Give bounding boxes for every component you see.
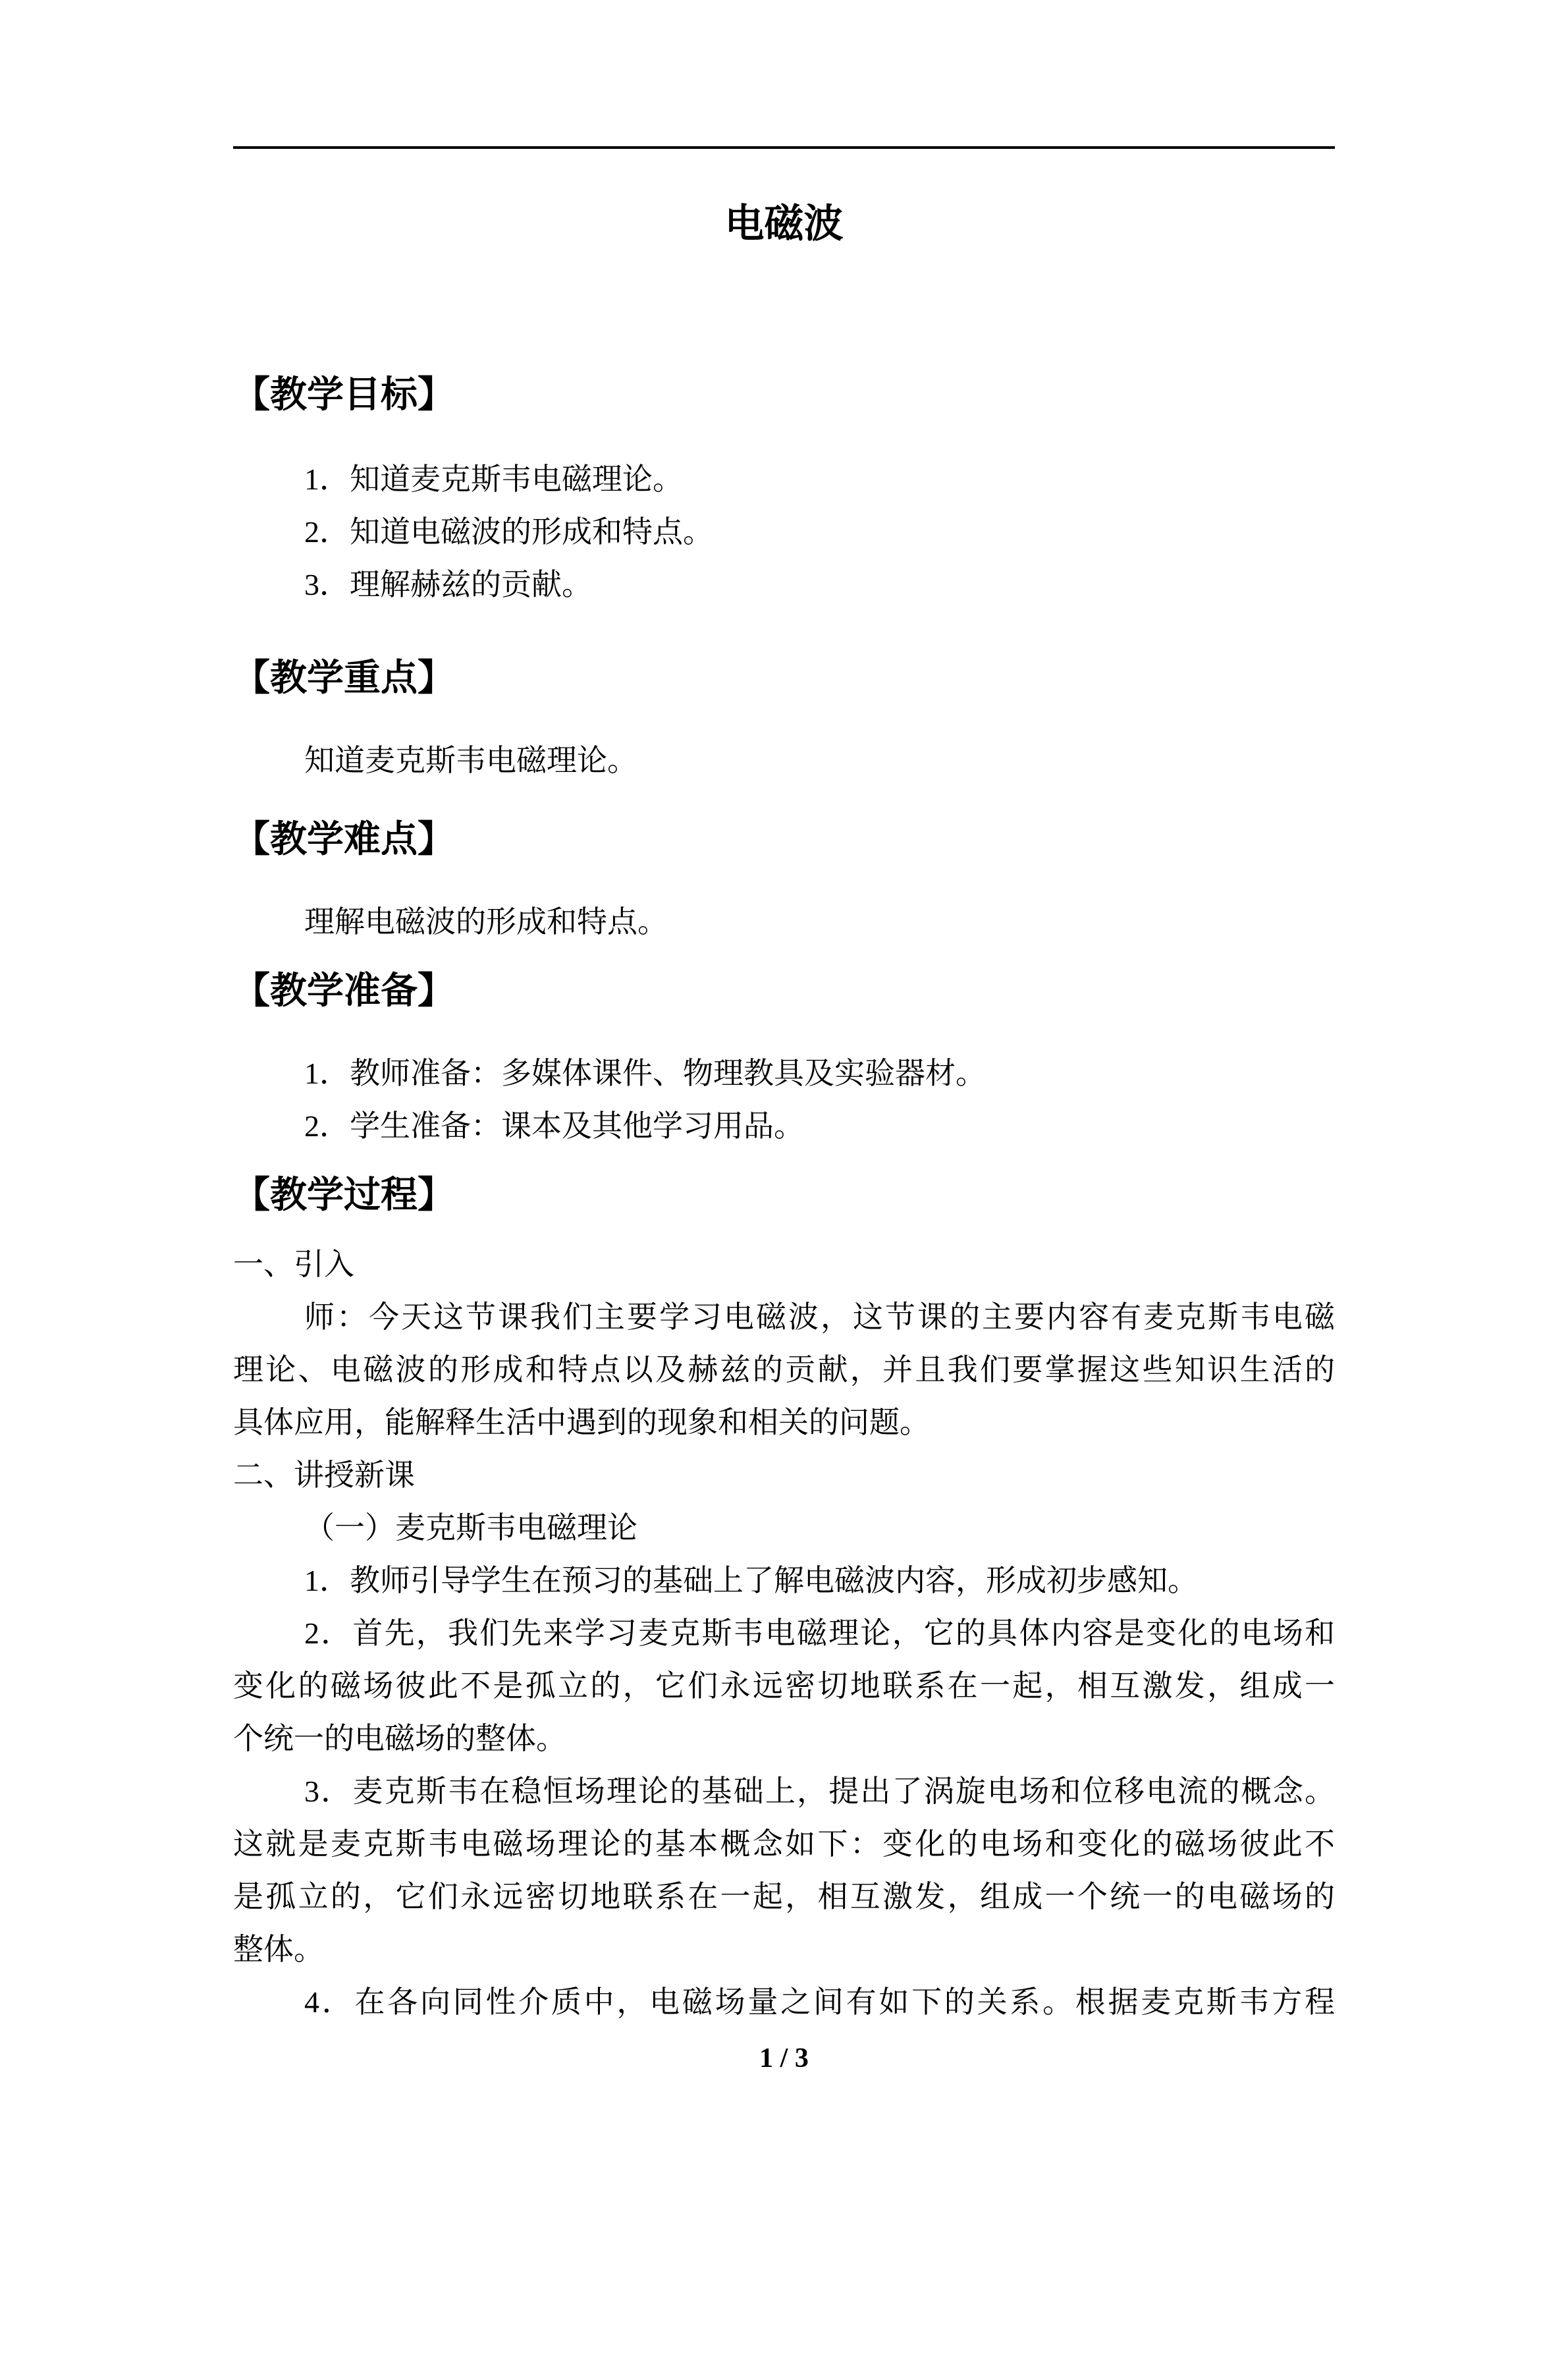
list-item: 1．知道麦克斯韦电磁理论。: [304, 462, 683, 496]
paragraph-line: 理解电磁波的形成和特点。: [304, 905, 668, 939]
document-page: [0, 146, 1568, 2364]
paragraph-line: 整体。: [233, 1933, 324, 1966]
paragraph-line: 2．首先，我们先来学习麦克斯韦电磁理论，它的具体内容是变化的电场和: [304, 1616, 1335, 1650]
paragraph-line: 师：今天这节课我们主要学习电磁波，这节课的主要内容有麦克斯韦电磁: [304, 1300, 1335, 1334]
paragraph-line: 1．教师引导学生在预习的基础上了解电磁波内容，形成初步感知。: [304, 1564, 1198, 1597]
section-heading: 【教学过程】: [233, 1175, 454, 1216]
paragraph-line: 理论、电磁波的形成和特点以及赫兹的贡献，并且我们要掌握这些知识生活的: [233, 1353, 1335, 1387]
list-item: 2．知道电磁波的形成和特点。: [304, 515, 713, 549]
doc-title: 电磁波: [724, 202, 844, 246]
paragraph-line: 这就是麦克斯韦电磁场理论的基本概念如下：变化的电场和变化的磁场彼此不: [233, 1827, 1335, 1861]
section-heading: 【教学准备】: [233, 971, 454, 1012]
page-number: 1 / 3: [759, 2043, 809, 2074]
document-body: [233, 198, 1335, 2078]
paragraph-line: 具体应用，能解释生活中遇到的现象和相关的问题。: [233, 1406, 930, 1439]
section-heading: 【教学重点】: [233, 658, 454, 699]
subsection-label: 二、讲授新课: [233, 1458, 415, 1492]
subsection-label: （一）麦克斯韦电磁理论: [304, 1511, 637, 1545]
header-rule: [233, 146, 1335, 149]
paragraph-line: 变化的磁场彼此不是孤立的，它们永远密切地联系在一起，相互激发，组成一: [233, 1669, 1335, 1703]
subsection-label: 一、引入: [233, 1248, 354, 1281]
paragraph-line: 知道麦克斯韦电磁理论。: [304, 744, 637, 777]
list-item: 1．教师准备：多媒体课件、物理教具及实验器材。: [304, 1057, 986, 1090]
paragraph-line: 是孤立的，它们永远密切地联系在一起，相互激发，组成一个统一的电磁场的: [233, 1880, 1335, 1913]
section-heading: 【教学目标】: [233, 375, 454, 416]
paragraph-line: 4．在各向同性介质中，电磁场量之间有如下的关系。根据麦克斯韦方程: [304, 1985, 1335, 2019]
section-heading: 【教学难点】: [233, 819, 454, 860]
paragraph-line: 个统一的电磁场的整体。: [233, 1722, 566, 1755]
paragraph-line: 3．麦克斯韦在稳恒场理论的基础上，提出了涡旋电场和位移电流的概念。: [304, 1774, 1335, 1808]
list-item: 2．学生准备：课本及其他学习用品。: [304, 1109, 804, 1143]
list-item: 3．理解赫兹的贡献。: [304, 568, 592, 601]
page-container: [0, 146, 1568, 2364]
